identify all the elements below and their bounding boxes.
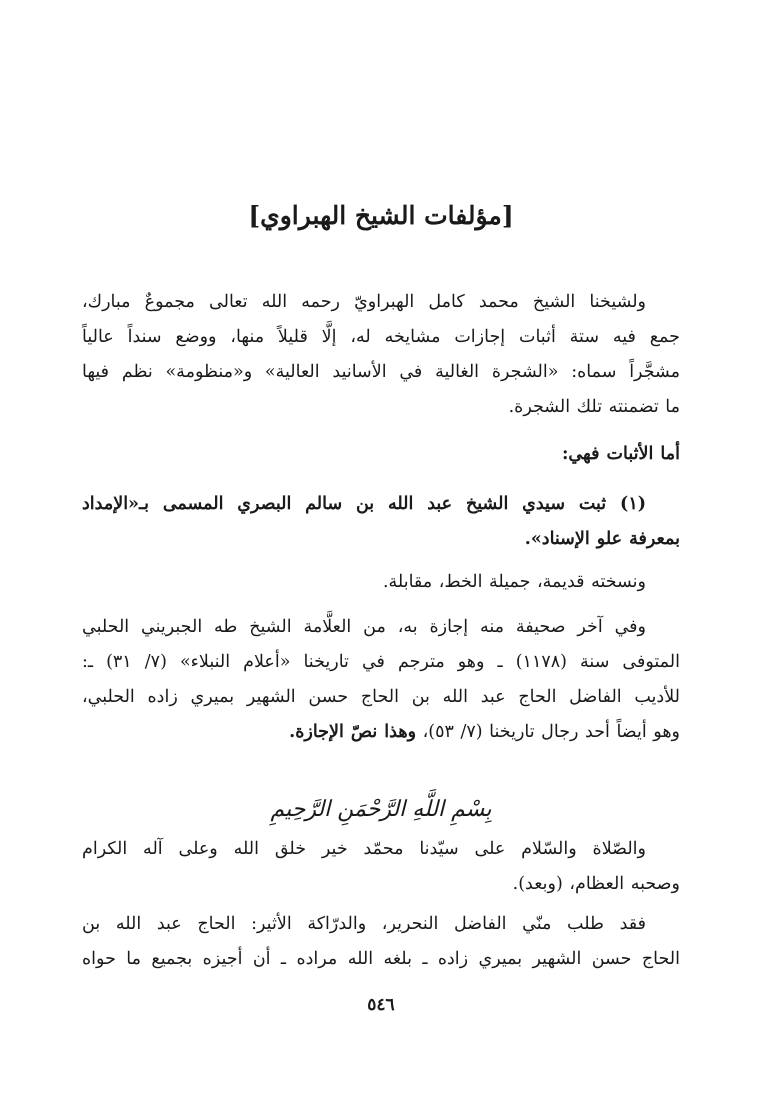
ijaza-line: المتوفى سنة (١١٧٨) ـ وهو مترجم في تاريخنا «أعلام النبلاء» (٧/ ٣١) ـ: — [82, 652, 680, 672]
section-title: [مؤلفات الشيخ الهبراوي] — [248, 201, 514, 230]
athbat-heading: أما الأثبات فهي: — [561, 444, 680, 464]
book-page — [82, 0, 680, 1104]
intro-paragraph — [82, 285, 680, 425]
basmala: بِسْمِ اللَّهِ الرَّحْمَنِ الرَّحِيمِ — [270, 797, 492, 822]
ijaza-line: للأديب الفاضل الحاج عبد الله بن الحاج حسن الشهير بميري زاده الحلبي، — [82, 687, 680, 707]
copy-note: ونسخته قديمة، جميلة الخط، مقابلة. — [382, 572, 646, 592]
ijaza-line: وفي آخر صحيفة منه إجازة به، من العلَّامة الشيخ طه الجبريني الحلبي — [82, 617, 646, 637]
salat-line: والصّلاة والسّلام على سيّدنا محمّد خير خلق الله وعلى آله الكرام — [82, 839, 646, 859]
ijaza-last-text: وهو أيضاً أحد رجال تاريخنا (٧/ ٥٣)، — [416, 722, 680, 742]
item-1-paragraph — [82, 487, 680, 557]
salat-paragraph — [82, 832, 680, 902]
ijaza-text-intro: وهذا نصّ الإجازة. — [289, 722, 417, 742]
page-number: ٥٤٦ — [367, 995, 395, 1015]
request-line: فقد طلب منّي الفاضل النحرير، والدرّاكة الأثير: الحاج عبد الله بن — [82, 914, 646, 934]
intro-line: ولشيخنا الشيخ محمد كامل الهبراويّ رحمه الله تعالى مجموعٌ مبارك، — [82, 292, 646, 312]
request-paragraph — [82, 907, 680, 977]
intro-line: جمع فيه ستة أثبات إجازات مشايخه له، إلَّا قليلاً منها، ووضع سنداً عالياً — [82, 327, 680, 347]
ijaza-line — [82, 715, 680, 750]
intro-line: مشجَّراً سماه: «الشجرة الغالية في الأسانيد العالية» و«منظومة» نظم فيها — [82, 362, 680, 382]
item-1-line: (١) ثبت سيدي الشيخ عبد الله بن سالم البصري المسمى بـ«الإمداد — [82, 494, 646, 514]
ijaza-paragraph — [82, 610, 680, 750]
intro-line: ما تضمنته تلك الشجرة. — [508, 397, 680, 417]
salat-line: وصحبه العظام، (وبعد). — [512, 874, 680, 894]
request-line: الحاج حسن الشهير بميري زاده ـ بلغه الله مراده ـ أن أجيزه بجميع ما حواه — [82, 949, 680, 969]
item-1-line: بمعرفة علو الإسناد». — [524, 529, 680, 549]
